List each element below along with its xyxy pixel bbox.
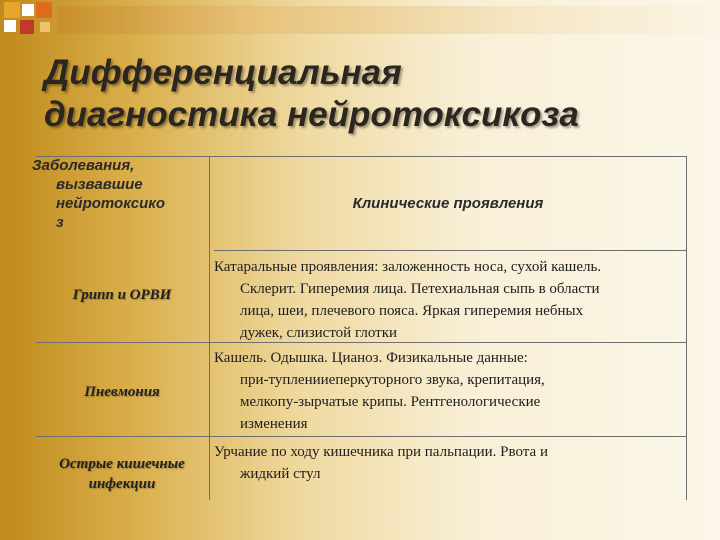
clinical-line: при-тупленииеперкуторного звука, крепитация, (240, 372, 545, 388)
header-line: Заболевания, (32, 157, 135, 174)
table-cell-disease (36, 454, 208, 494)
header-line: нейротоксико (56, 195, 166, 212)
table-header-diseases (32, 156, 208, 232)
decor-square (4, 20, 16, 32)
header-line: з (56, 214, 64, 231)
table-header-clinical: Клинические проявления (352, 195, 544, 212)
decor-square (22, 4, 34, 16)
table-cell-disease: Грипп и ОРВИ (72, 287, 172, 303)
clinical-line: изменения (240, 416, 308, 432)
disease-line: инфекции (88, 476, 156, 492)
clinical-line: дужек, слизистой глотки (240, 325, 398, 341)
table-cell-clinical (214, 256, 682, 344)
decor-square (20, 20, 34, 34)
table-rule-right (686, 156, 687, 500)
clinical-line: Урчание по ходу кишечника при пальпации. Рвота и (214, 444, 548, 460)
decorative-squares (0, 0, 720, 40)
table-cell-clinical (214, 441, 682, 485)
slide-title-line: Дифференциальная (44, 53, 402, 92)
clinical-line: Кашель. Одышка. Цианоз. Физикальные данные: (214, 350, 528, 366)
header-line: вызвавшие (56, 176, 143, 193)
clinical-line: Катаральные проявления: заложенность носа, сухой кашель. (214, 259, 602, 275)
table-rule-row1 (214, 250, 686, 251)
clinical-line: Склерит. Гиперемия лица. Петехиальная сыпь в области (240, 281, 600, 297)
table-cell-clinical (214, 347, 682, 435)
slide-title-line: диагностика нейротоксикоза (44, 95, 579, 134)
clinical-line: лица, шеи, плечевого пояса. Яркая гиперемия небных (240, 303, 584, 319)
decor-bar (58, 6, 714, 34)
disease-line: Острые кишечные (59, 456, 185, 472)
table-cell-disease: Пневмония (84, 384, 160, 400)
clinical-line: жидкий стул (240, 466, 321, 482)
decor-square (36, 2, 52, 18)
clinical-line: мелкопу-зырчатые крипы. Рентгенологические (240, 394, 541, 410)
table-rule-row3 (36, 436, 686, 437)
decor-square (4, 2, 20, 18)
decor-square (40, 22, 50, 32)
slide-title (44, 52, 704, 136)
